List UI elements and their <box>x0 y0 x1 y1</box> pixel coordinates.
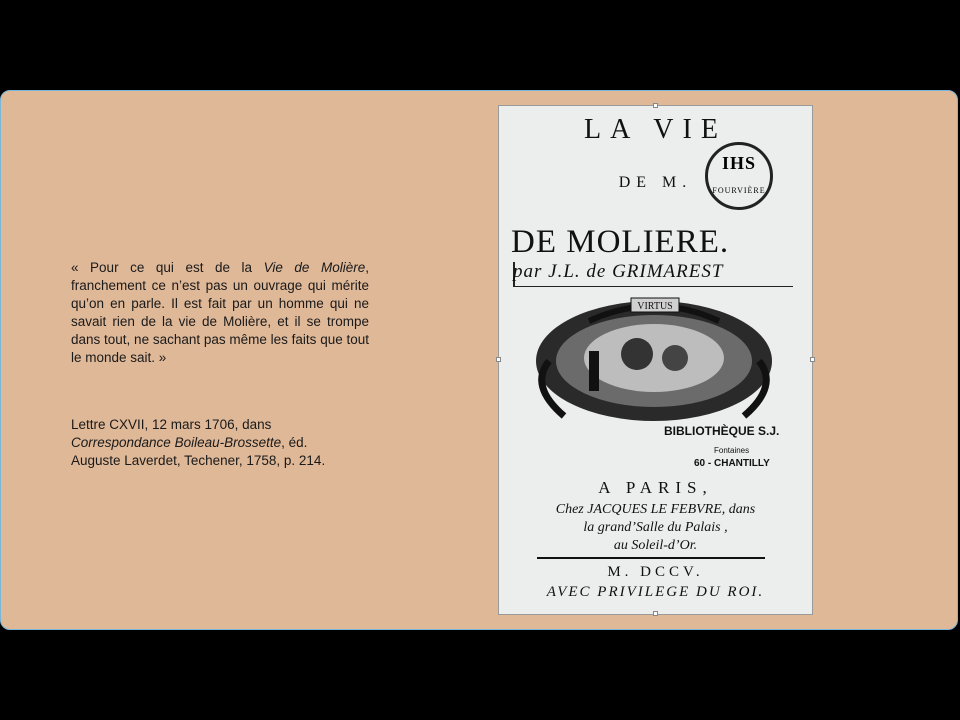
book-title-line-2: DE M. <box>618 174 693 191</box>
resize-handle-bottom[interactable] <box>653 611 658 616</box>
library-line-2: Fontaines <box>714 446 750 455</box>
library-stamp <box>705 142 773 210</box>
rule-divider <box>537 557 765 559</box>
book-place: A PARIS, <box>598 478 713 497</box>
source-citation <box>71 416 401 470</box>
slide <box>0 90 958 630</box>
stamp-bottom: FOURVIÈRE <box>712 186 766 195</box>
source-work: Correspondance Boileau-Brossette <box>71 435 282 450</box>
printer-emblem-icon <box>529 296 779 426</box>
quote-open: « Pour ce qui est de la <box>71 260 264 275</box>
stamp-top: IHS <box>721 153 757 173</box>
title-page-image[interactable] <box>498 105 813 615</box>
resize-handle-right[interactable] <box>810 357 815 362</box>
book-year: M. DCCV. <box>607 564 704 580</box>
book-publisher-2: la grand’Salle du Palais , <box>583 520 728 535</box>
book-author: par J.L. de GRIMAREST <box>513 261 724 282</box>
book-title-line-1: LA VIE <box>584 114 727 145</box>
quote-title: Vie de Molière <box>263 260 366 275</box>
resize-handle-left[interactable] <box>496 357 501 362</box>
library-line-3: 60 - CHANTILLY <box>694 458 770 469</box>
quote-rest: , franchement ce n’est pas un ouvrage qui mérite qu’on en parle. Il est fait par un homme qui ne savait rien de la vie de Molière, et il se trompe dans tout, ne sachant pas même les faits que tout le monde sait. » <box>71 260 369 365</box>
source-line-2 <box>71 434 401 452</box>
resize-handle-top[interactable] <box>653 103 658 108</box>
source-line-1: Lettre CXVII, 12 mars 1706, dans <box>71 417 272 432</box>
book-publisher-3: au Soleil-d’Or. <box>613 538 698 553</box>
quote-text <box>71 259 369 367</box>
library-name: BIBLIOTHÈQUE S.J. <box>664 424 780 438</box>
emblem-motto: VIRTUS <box>637 301 673 312</box>
source-line-3: Auguste Laverdet, Techener, 1758, p. 214. <box>71 453 326 468</box>
source-after-work: , éd. <box>281 435 308 450</box>
book-publisher-1: Chez JACQUES LE FEBVRE, dans <box>555 502 756 517</box>
book-title-line-3: DE MOLIERE. <box>511 224 730 260</box>
book-privilege: AVEC PRIVILEGE DU ROI. <box>546 584 765 600</box>
